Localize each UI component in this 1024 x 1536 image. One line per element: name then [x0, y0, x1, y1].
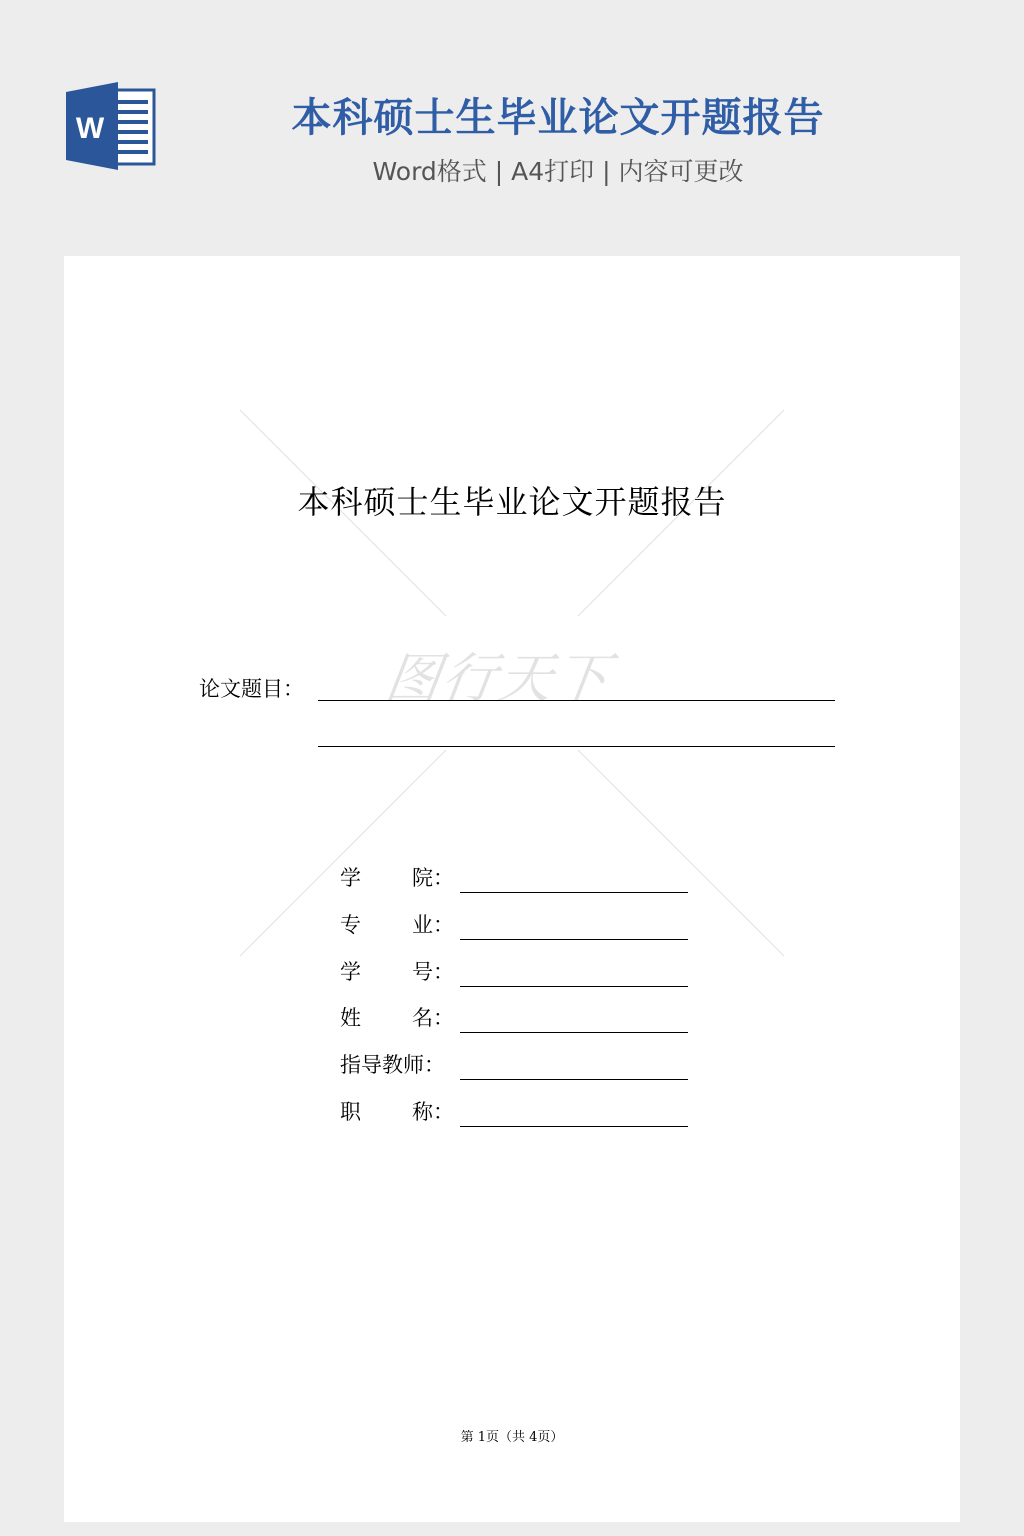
field-label-char: 学 [340, 960, 361, 984]
field-label: 指导教师： [340, 1053, 445, 1077]
field-label [340, 909, 456, 941]
field-label-char: 号： [412, 960, 454, 984]
title-input-line[interactable] [460, 1126, 688, 1127]
header-title: 本科硕士生毕业论文开题报告 [291, 95, 825, 141]
field-row-college [340, 862, 700, 894]
student-id-input-line[interactable] [460, 986, 688, 987]
field-label-char: 姓 [340, 1006, 361, 1030]
field-label-char: 业： [412, 913, 454, 937]
field-label-char: 称： [412, 1100, 454, 1124]
field-label-char: 学 [340, 866, 361, 890]
page-number: 第 1页（共 4页） [460, 1430, 564, 1445]
field-label [340, 1002, 456, 1034]
watermark-text: 图行天下 [381, 647, 615, 710]
topic-input-line-1[interactable] [318, 700, 835, 701]
name-input-line[interactable] [460, 1032, 688, 1033]
field-label-char: 专 [340, 913, 361, 937]
word-document-icon [66, 82, 156, 170]
header-subtitle: Word格式 | A4打印 | 内容可更改 [372, 157, 744, 186]
field-row-advisor [340, 1049, 700, 1081]
field-row-major [340, 909, 700, 941]
word-logo-letter: W [75, 112, 105, 145]
advisor-input-line[interactable] [460, 1079, 688, 1080]
field-row-title [340, 1096, 700, 1128]
field-label [340, 956, 456, 988]
field-label [340, 862, 456, 894]
field-row-name [340, 1002, 700, 1034]
document-title: 本科硕士生毕业论文开题报告 [297, 483, 727, 521]
document-page [64, 256, 960, 1522]
major-input-line[interactable] [460, 939, 688, 940]
field-label-char: 职 [340, 1100, 361, 1124]
college-input-line[interactable] [460, 892, 688, 893]
field-label-char: 院： [412, 866, 454, 890]
field-label [340, 1096, 456, 1128]
topic-label: 论文题目： [199, 677, 304, 701]
field-label-char: 名： [412, 1006, 454, 1030]
field-row-student-id [340, 956, 700, 988]
topic-input-line-2[interactable] [318, 746, 835, 747]
